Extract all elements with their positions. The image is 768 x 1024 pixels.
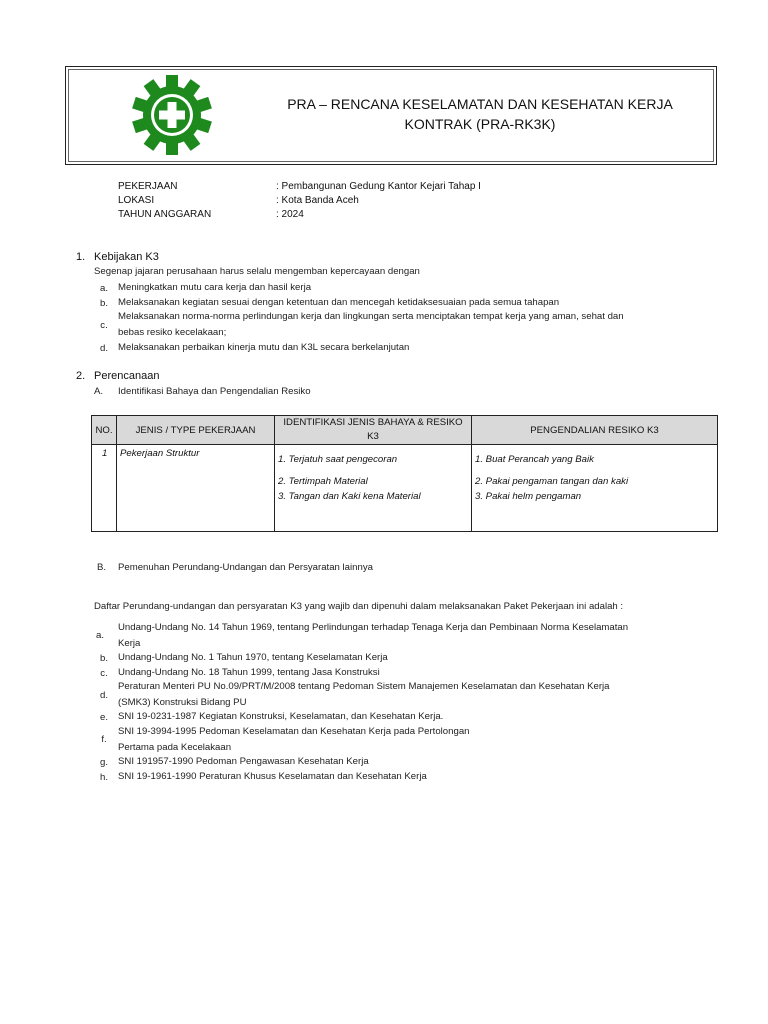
list-marker: f. bbox=[101, 734, 107, 745]
section-number: 2. bbox=[76, 370, 86, 382]
list-marker: g. bbox=[99, 757, 108, 768]
list-item: Melaksanakan perbaikan kinerja mutu dan K3L secara berkelanjutan bbox=[118, 342, 410, 353]
list-marker: c. bbox=[100, 320, 108, 331]
section-title: Perencanaan bbox=[94, 370, 160, 382]
cell-pengendalian bbox=[472, 445, 718, 532]
list-marker: d. bbox=[99, 343, 108, 354]
list-marker: b. bbox=[99, 298, 108, 309]
section-number: 1. bbox=[76, 251, 86, 263]
law-item: SNI 19-1961-1990 Peraturan Khusus Keselamatan dan Kesehatan Kerja bbox=[118, 771, 427, 782]
subsection-marker: A. bbox=[94, 386, 104, 397]
document-subtitle: KONTRAK (PRA-RK3K) bbox=[404, 116, 556, 132]
column-header-bahaya: IDENTIFIKASI JENIS BAHAYA & RESIKO K3 bbox=[275, 416, 472, 445]
law-item: Undang-Undang No. 14 Tahun 1969, tentang Perlindungan terhadap Tenaga Kerja dan Pembinaan Norma Keselamatan bbox=[118, 622, 629, 633]
list-item: Melaksanakan norma-norma perlindungan kerja dan lingkungan serta menciptakan tempat kerja yang aman, sehat dan bbox=[118, 311, 624, 322]
info-label: PEKERJAAN bbox=[118, 181, 178, 192]
cell-bahaya-line: 3. Tangan dan Kaki kena Material bbox=[278, 491, 421, 502]
law-item-continuation: Pertama pada Kecelakaan bbox=[118, 742, 232, 753]
cell-jenis bbox=[117, 445, 275, 532]
law-item: Undang-Undang No. 18 Tahun 1999, tentang Jasa Konstruksi bbox=[118, 667, 380, 678]
section-heading-perencanaan bbox=[76, 370, 376, 384]
info-label: TAHUN ANGGARAN bbox=[118, 209, 212, 220]
list-item: Meningkatkan mutu cara kerja dan hasil kerja bbox=[118, 282, 312, 293]
info-value: : Kota Banda Aceh bbox=[276, 195, 359, 206]
info-value: : Pembangunan Gedung Kantor Kejari Tahap I bbox=[276, 181, 481, 192]
cell-no bbox=[92, 445, 117, 532]
subsection-title: Pemenuhan Perundang-Undangan dan Persyaratan lainnya bbox=[118, 562, 373, 573]
law-item-continuation: (SMK3) Konstruksi Bidang PU bbox=[118, 697, 247, 708]
list-marker: a. bbox=[99, 283, 108, 294]
subsection-marker: B. bbox=[97, 562, 107, 573]
list-marker: c. bbox=[100, 668, 108, 679]
section-heading-kebijakan bbox=[76, 251, 376, 265]
section-title: Kebijakan K3 bbox=[94, 251, 159, 263]
table-header-row bbox=[92, 416, 718, 445]
table-row bbox=[92, 445, 718, 532]
info-label: LOKASI bbox=[118, 195, 155, 206]
column-header-no: NO. bbox=[92, 416, 117, 445]
daftar-intro: Daftar Perundang-undangan dan persyaratan K3 yang wajib dan dipenuhi dalam melaksanakan Paket Pekerjaan ini adalah : bbox=[94, 601, 624, 612]
list-marker: e. bbox=[99, 712, 108, 723]
subsection-title: Identifikasi Bahaya dan Pengendalian Resiko bbox=[118, 386, 311, 397]
list-marker: b. bbox=[99, 653, 108, 664]
cell-pengendalian-line: 1. Buat Perancah yang Baik bbox=[475, 454, 594, 465]
section-intro: Segenap jajaran perusahaan harus selalu mengemban kepercayaan dengan bbox=[94, 266, 420, 277]
law-item: SNI 19-3994-1995 Pedoman Keselamatan dan Kesehatan Kerja pada Pertolongan bbox=[118, 726, 470, 737]
list-marker: a. bbox=[95, 630, 104, 641]
document-title: PRA – RENCANA KESELAMATAN DAN KESEHATAN KERJA bbox=[287, 96, 673, 112]
cell-bahaya-line: 2. Tertimpah Material bbox=[278, 476, 368, 487]
law-item: Undang-Undang No. 1 Tahun 1970, tentang Keselamatan Kerja bbox=[118, 652, 388, 663]
list-item: Melaksanakan kegiatan sesuai dengan ketentuan dan mencegah ketidaksesuaian pada semua tahapan bbox=[118, 297, 560, 308]
column-header-jenis: JENIS / TYPE PEKERJAAN bbox=[117, 416, 275, 445]
law-item: SNI 19-0231-1987 Kegiatan Konstruksi, Keselamatan, dan Kesehatan Kerja. bbox=[118, 711, 444, 722]
cell-bahaya bbox=[275, 445, 472, 532]
list-marker: h. bbox=[99, 772, 108, 783]
cell-no-text: 1 bbox=[102, 448, 108, 459]
cell-pengendalian-line: 3. Pakai helm pengaman bbox=[475, 491, 582, 502]
law-item: SNI 191957-1990 Pedoman Pengawasan Kesehatan Kerja bbox=[118, 756, 369, 767]
info-value: : 2024 bbox=[276, 209, 304, 220]
cell-pengendalian-line: 2. Pakai pengaman tangan dan kaki bbox=[475, 476, 629, 487]
k3-gear-cross-icon bbox=[128, 75, 216, 155]
list-marker: d. bbox=[99, 690, 108, 701]
cell-jenis-text: Pekerjaan Struktur bbox=[120, 448, 200, 459]
list-item-continuation: bebas resiko kecelakaan; bbox=[118, 327, 227, 338]
law-item-continuation: Kerja bbox=[118, 638, 141, 649]
cell-bahaya-line: 1. Terjatuh saat pengecoran bbox=[278, 454, 398, 465]
column-header-pengendalian: PENGENDALIAN RESIKO K3 bbox=[472, 416, 718, 445]
law-item: Peraturan Menteri PU No.09/PRT/M/2008 tentang Pedoman Sistem Manajemen Keselamatan dan Kesehatan Kerja bbox=[118, 681, 610, 692]
risk-table bbox=[91, 415, 718, 532]
